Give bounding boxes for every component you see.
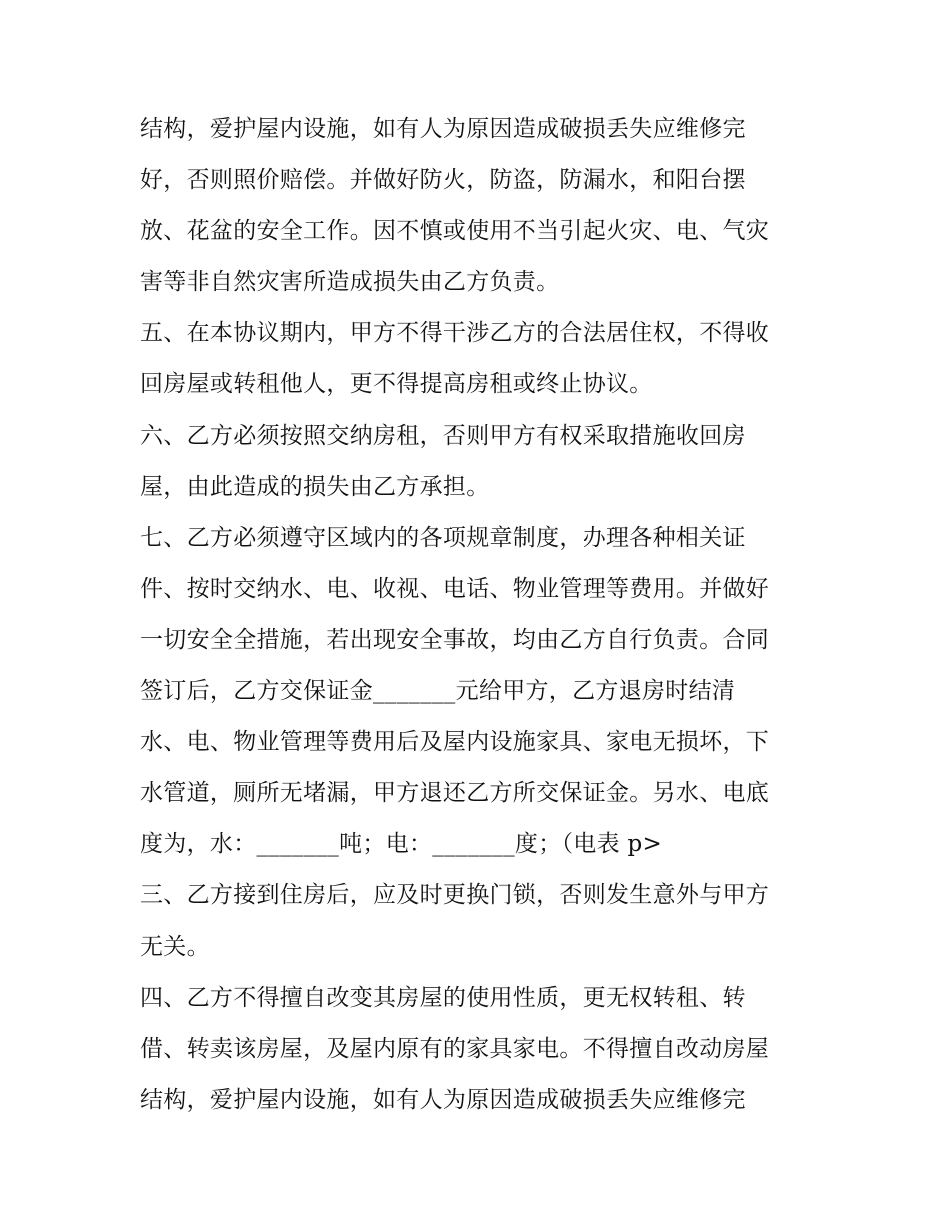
text-line: 三、乙方接到住房后，应及时更换门锁，否则发生意外与甲方 — [140, 882, 770, 909]
text-line: 结构，爱护屋内设施，如有人为原因造成破损丢失应维修完 — [140, 116, 746, 142]
text-line: 水管道，厕所无堵漏，甲方退还乙方所交保证金。另水、电底 — [140, 780, 770, 807]
text-line: 五、在本协议期内，甲方不得干涉乙方的合法居住权，不得收 — [140, 320, 770, 347]
text-line: 一切安全全措施，若出现安全事故，均由乙方自行负责。合同 — [140, 626, 770, 653]
text-line: 害等非自然灾害所造成损失由乙方负责。 — [140, 269, 560, 296]
text-line: 结构，爱护屋内设施，如有人为原因造成破损丢失应维修完 — [140, 1086, 746, 1113]
text-line: 借、转卖该房屋，及屋内原有的家具家电。不得擅自改动房屋 — [140, 1035, 770, 1062]
text-line: 签订后，乙方交保证金_______元给甲方，乙方退房时结清 — [140, 678, 736, 705]
text-line: 好，否则照价赔偿。并做好防火，防盗，防漏水，和阳台摆 — [140, 167, 746, 194]
text-line: 四、乙方不得擅自改变其房屋的使用性质，更无权转租、转 — [140, 984, 746, 1011]
document-body — [140, 104, 820, 1126]
text-line: 放、花盆的安全工作。因不慎或使用不当引起火灾、电、气灾 — [140, 218, 770, 245]
text-line: 六、乙方必须按照交纳房租，否则甲方有权采取措施收回房 — [140, 422, 746, 449]
text-line: 屋，由此造成的损失由乙方承担。 — [140, 473, 490, 500]
text-line: 无关。 — [140, 933, 210, 960]
text-line: 度为，水：_______吨；电：_______度；（电表 p> — [140, 831, 663, 858]
text-line: 件、按时交纳水、电、收视、电话、物业管理等费用。并做好 — [140, 575, 770, 602]
text-line: 水、电、物业管理等费用后及屋内设施家具、家电无损坏，下 — [140, 729, 770, 756]
text-line: 七、乙方必须遵守区域内的各项规章制度，办理各种相关证 — [140, 524, 746, 551]
text-line: 回房屋或转租他人，更不得提高房租或终止协议。 — [140, 371, 653, 398]
